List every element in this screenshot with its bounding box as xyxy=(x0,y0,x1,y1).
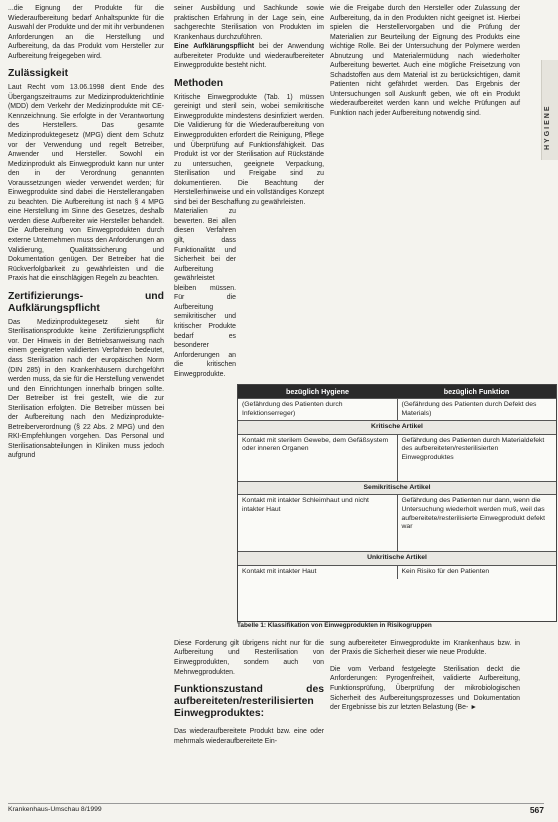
methoden-paragraph: Kritische Einwegprodukte (Tab. 1) müssen gereinigt und steril sein, wobei semikritische Einwegprodukte mindestens desinfiziert werden. Die Validierung für die Wiederaufbereitung von Einwegprodukten erfordert die Reinigung, Pflege und Überprüfung auf Funktionsfähigkeit. Das Produkt ist vor der Sterilisation auf Rückstände zu untersuchen, geeignete Verpackung, Sterilisation und Freigabe sind zu dokumentieren. Die Beachtung der Herstellerhinweise und ein vollständiges Konzept sind bei der Beschaffung zu gewährleisten. xyxy=(174,93,324,206)
col2low-paragraph-1: Diese Forderung gilt übrigens nicht nur für die Aufbereitung und Resterilisation von Einwegprodukten, sondern auch von Mehrwegprodukten. xyxy=(174,639,324,676)
heading-zulassigkeit: Zulässigkeit xyxy=(8,68,69,80)
section-tab-label: HYGIENE xyxy=(544,104,551,150)
table-header xyxy=(238,385,556,398)
col2-paragraph-1: seiner Ausbildung und Sachkunde sowie praktischen Erfahrung in der Lage sein, eine sachgerechte Sterilisation von Produkten im Krankenhaus durchzuführen. xyxy=(174,5,324,41)
table-cell: Kein Risiko für den Patienten xyxy=(397,566,557,579)
intro-paragraph: ...die Eignung der Produkte für die Wiederaufbereitung bedarf Anhaltspunkte für die Auswahl der Produkte und der mit ihr verbundenen Anforderungen an die Herstellung und Aufbereitung, da das Produkt vom Hersteller zur Aufbereitung freigegeben wird. xyxy=(8,5,164,60)
page-footer xyxy=(8,803,544,816)
table-cell: Kontakt mit sterilem Gewebe, dem Gefäßsystem oder inneren Organen xyxy=(242,436,389,453)
journal-name: Krankenhaus-Umschau 8/1999 xyxy=(8,806,102,813)
table-row xyxy=(238,494,556,551)
table-row xyxy=(238,398,556,420)
zulassigkeit-paragraph: Laut Recht vom 13.06.1998 dient Ende des Übergangszeitraums zur Medizinprodukterichtlinie (MDD) dem Verkehr der Medizinprodukte mit CE-Kennzeichnung. Sie erfolgte in der Verantwortung des Herstellers. Das gesamte Medizinproduktegesetz (MPG) dient dem Schutz vor der Verwendung und regelt Betreiber, Anwender und Hersteller. Sowohl ein Medizinprodukt als Einwegprodukt kann nur unter den in der Verordnung genannten Voraussetzungen wieder verwendet werden; für Einwegprodukte sind dabei die Herstellerangaben zu beachten. Die Aufbereitung ist nach § 4 MPG eine Herstellung im Sinne des Gesetzes, deshalb werden diese Aufbereiter wie Hersteller behandelt. Die Aufbereitung von Einwegprodukten durch externe Unternehmen muss den Anforderungen an Validierung, Qualitätssicherung und Dokumentation genügen. Der Betreiber hat die Rückverfolgbarkeit zu gewährleisten und die Praxis hat die einschlägigen Regeln zu beachten. xyxy=(8,84,164,283)
table-cell: (Gefährdung des Patienten durch Infektionserreger) xyxy=(242,401,343,417)
column-1 xyxy=(8,4,164,461)
group-heading-unkritisch: Unkritische Artikel xyxy=(238,551,556,565)
header-hygiene: bezüglich Hygiene xyxy=(285,387,350,396)
aufklaerung-lead: Eine Aufklärungspflicht xyxy=(174,43,255,51)
section-tab xyxy=(541,60,558,160)
page-number: 567 xyxy=(529,805,544,815)
column-2-lower xyxy=(174,632,324,753)
risk-classification-table xyxy=(237,384,557,622)
table-row xyxy=(238,565,556,579)
column-3-lower xyxy=(330,632,520,720)
table-caption: Tabelle 1: Klassifikation von Einwegprodukten in Risikogruppen xyxy=(237,622,432,629)
table-row xyxy=(238,434,556,481)
column-2 xyxy=(174,4,324,379)
table-cell: Kontakt mit intakter Schleimhaut und nicht intakter Haut xyxy=(242,497,369,513)
zertifizierung-paragraph: Das Medizinproduktegesetz sieht für Sterilisationsprodukte keine Zertifizierungspflicht vor. Der Hinweis in der Betriebsanweisung nach einem geeigneten validierten Verfahren bedeutet, dass Sterilisation nach der europäischen Norm (DIN 285) in den Krankenhäusern durchgeführt werden muss, da sie für die Herstellung verwendet und den Einrichtungen innerhalb bringen sollte. Der Betreiber ist frei gestellt, wie die zur Sterilisation erfolgten. Die Betreiber müssen bei der Aufbereitung nach den Medizinprodukte-Betreiberverordnung (§ 22 Abs. 2 MPG) und den RKI-Empfehlungen vorgehen. Das Personal und Sterilisationsabteilungen in Kliniken muss jedoch aufgrund xyxy=(8,318,164,460)
col2low-paragraph-2: Das wiederaufbereitete Produkt bzw. eine oder mehrmals wiederaufbereitete Ein- xyxy=(174,727,324,745)
table-cell: Kontakt mit intakter Haut xyxy=(242,567,317,575)
col3low-paragraph-1: sung aufbereiteter Einwegprodukte im Krankenhaus bzw. in der Praxis die Sicherheit dieser wie neue Produkte. xyxy=(330,639,520,657)
header-funktion: bezüglich Funktion xyxy=(443,387,510,396)
table-cell: Gefährdung des Patienten nur dann, wenn die Untersuchung wiederholt werden muß, weil das aufbereitete/resterilisierte Einwegprodukt defekt war xyxy=(397,495,557,551)
heading-methoden: Methoden xyxy=(174,77,224,89)
heading-zertifizierung: Zertifizierungs- und Aufklärungspflicht xyxy=(8,290,164,314)
table-cell: Gefährdung des Patienten durch Materialdefekt des aufbereiteten/resterilisierten Einwegproduktes xyxy=(397,435,557,481)
aufklaerung-text: bei der Anwendung aufbereiteter Produkte und wiederaufbereiteter Einwegprodukte besteht nicht. xyxy=(174,43,324,70)
continue-arrow-icon: ► xyxy=(470,704,478,712)
table-cell: (Gefährdung des Patienten durch Defekt des Materials) xyxy=(397,399,557,420)
heading-funktionszustand: Funktionszustand des aufbereiteten/resterilisierten Einwegproduktes: xyxy=(174,684,324,720)
group-heading-kritisch: Kritische Artikel xyxy=(238,420,556,434)
col3low-paragraph-2: Die vom Verband festgelegte Sterilisation deckt die Anforderungen: Pyrogenfreiheit, validierte Aufbereitung, Funktionsprüfung, Überprüfung der mikrobiologischen Sicherheit des Aufbereitungsprozesses und Dokumentation der Ergebnisse bis zur letzten Belastung (Be- xyxy=(330,665,520,712)
group-heading-semikritisch: Semikritische Artikel xyxy=(238,481,556,495)
col3-paragraph-1: wie die Freigabe durch den Hersteller oder Zulassung der Aufbereitung, da in den Produkten nicht geeignet ist. Hierbei spielen die Herstellervorgaben und die Prüfung der Materialien zur Beurteilung der Eignung des Produkts eine wichtige Rolle. Bei der Untersuchung der Polymere werden Abnutzung und Materialermüdung nach wiederholter Aufbereitung bewertet. Auch eine mögliche Freisetzung von Schadstoffen aus dem Material ist zu berücksichtigen, damit Patienten nicht gefährdet werden. Das Ergebnis der Untersuchungen soll Auskunft geben, wie oft ein Produkt wiederaufbereitet werden kann und welche Prüfungen auf Funktion nach jeder Aufbereitung notwendig sind. xyxy=(330,5,520,118)
narrow-paragraph: Materialien zu bewerten. Bei allen diesen Verfahren gilt, dass Funktionalität und Sicherheit bei der Aufbereitung gewährleistet bleiben müssen. Für die Aufbereitung semikritischer und kritischer Produkte bedarf es besonderer Anforderungen an die kritischen Einwegprodukte. xyxy=(174,208,236,378)
column-3 xyxy=(330,4,520,119)
